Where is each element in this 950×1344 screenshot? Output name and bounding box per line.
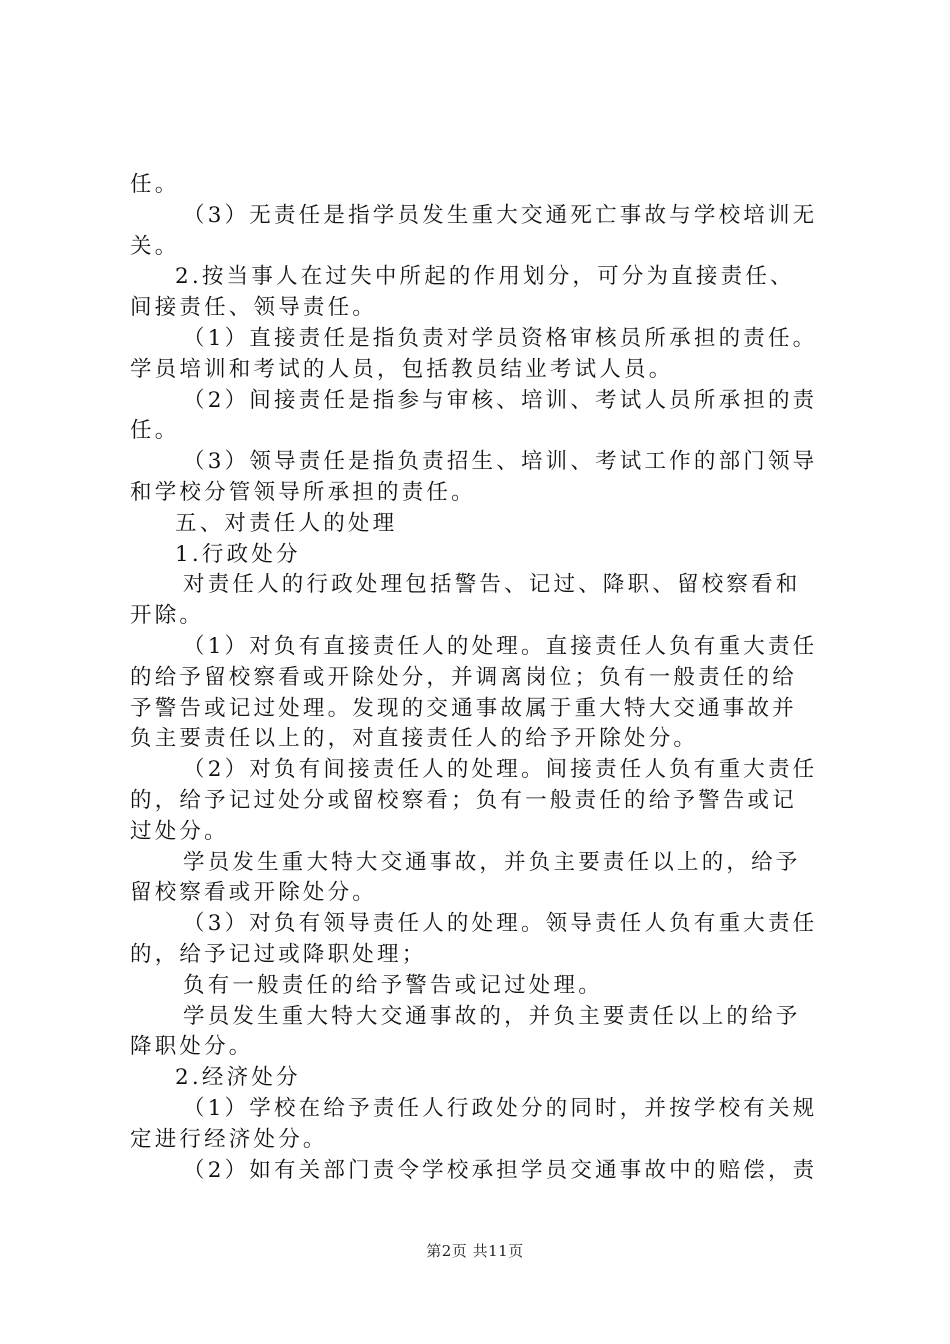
paragraph-line: （1）对负有直接责任人的处理。直接责任人负有重大责任 (183, 634, 818, 659)
paragraph-line: 2.经济处分 (175, 1065, 301, 1091)
paragraph-line: 负有一般责任的给予警告或记过处理。 (183, 972, 603, 998)
paragraph-line: 学员发生重大特大交通事故的，并负主要责任以上的给予 (183, 1003, 801, 1029)
paragraph-line: 留校察看或开除处分。 (130, 880, 378, 906)
paragraph-line: 和学校分管领导所承担的责任。 (130, 480, 476, 505)
paragraph-line: 2.按当事人在过失中所起的作用划分，可分为直接责任、 (175, 264, 795, 290)
paragraph-line: 予警告或记过处理。发现的交通事故属于重大特大交通事故并 (130, 695, 797, 721)
paragraph-line: 学员发生重大特大交通事故，并负主要责任以上的，给予 (183, 849, 801, 875)
paragraph-line: 的，给予记过处分或留校察看；负有一般责任的给予警告或记 (130, 788, 797, 813)
paragraph-line: 五、对责任人的处理 (175, 510, 398, 536)
paragraph-line: （1）直接责任是指负责对学员资格审核员所承担的责任。 (183, 326, 818, 351)
paragraph-line: 任。 (130, 418, 180, 444)
paragraph-line: （2）间接责任是指参与审核、培训、考试人员所承担的责 (183, 387, 818, 413)
paragraph-line: 的，给予记过或降职处理； (130, 942, 427, 967)
page-footer: 第2页 共11页 (426, 1242, 524, 1260)
paragraph-line: 1.行政处分 (175, 541, 301, 567)
paragraph-line: 对责任人的行政处理包括警告、记过、降职、留校察看和 (183, 572, 801, 598)
paragraph-line: （3）无责任是指学员发生重大交通死亡事故与学校培训无 (183, 202, 818, 228)
paragraph-line: （2）对负有间接责任人的处理。间接责任人负有重大责任 (183, 757, 818, 783)
paragraph-line: 定进行经济处分。 (130, 1126, 328, 1152)
paragraph-line: （1）学校在给予责任人行政处分的同时，并按学校有关规 (183, 1096, 818, 1121)
paragraph-line: 降职处分。 (130, 1034, 254, 1060)
paragraph-line: 的给予留校察看或开除处分，并调离岗位；负有一般责任的给 (130, 664, 797, 690)
paragraph-line: 关。 (130, 233, 180, 259)
paragraph-line: 开除。 (130, 603, 205, 629)
paragraph-line: （2）如有关部门责令学校承担学员交通事故中的赔偿，责 (183, 1157, 818, 1183)
paragraph-line: 负主要责任以上的，对直接责任人的给予开除处分。 (130, 726, 699, 752)
paragraph-line: 过处分。 (130, 818, 229, 844)
paragraph-line: 间接责任、领导责任。 (130, 295, 378, 321)
paragraph-line: （3）领导责任是指负责招生、培训、考试工作的部门领导 (183, 449, 818, 475)
paragraph-line: 学员培训和考试的人员，包括教员结业考试人员。 (130, 356, 674, 382)
paragraph-line: （3）对负有领导责任人的处理。领导责任人负有重大责任 (183, 911, 818, 937)
paragraph-line: 任。 (130, 172, 180, 197)
